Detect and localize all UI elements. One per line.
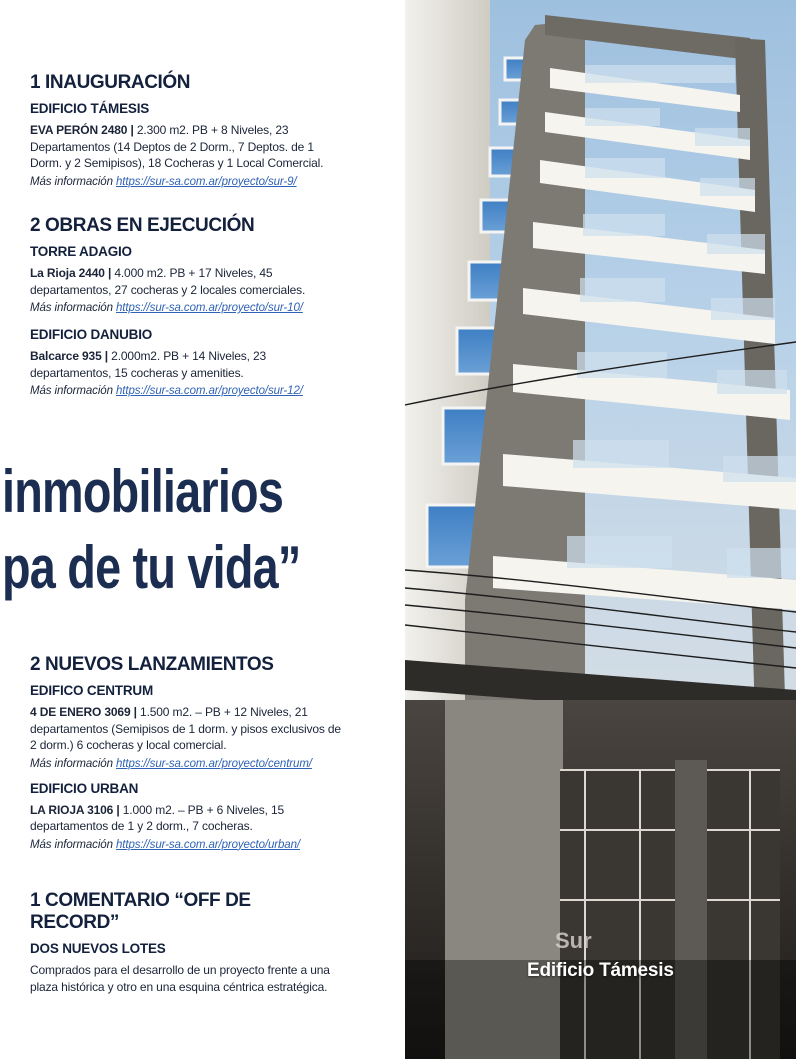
- section-obras: [30, 215, 342, 399]
- project-address: Balcarce 935 |: [30, 349, 108, 363]
- building-photo: [405, 0, 796, 1059]
- project-address: EVA PERÓN 2480 |: [30, 123, 134, 137]
- project-link[interactable]: https://sur-sa.com.ar/proyecto/centrum/: [115, 757, 312, 770]
- project-address: La Rioja 2440 |: [30, 266, 112, 280]
- more-info-label: Más información: [30, 175, 116, 188]
- more-info-label: Más información: [30, 302, 116, 314]
- project-description: [30, 122, 342, 172]
- project-details: 1.500 m2. – PB + 12 Niveles, 21 departamentos (Semipisos de 1 dorm. y pisos exclusivos de 2 dorm.) 6 cocheras y local comercial.: [30, 705, 341, 752]
- project-description: [30, 348, 342, 381]
- project-description: [30, 265, 342, 298]
- more-info: [30, 174, 342, 190]
- more-info: [30, 837, 342, 853]
- quote-line-1: inmobiliarios: [2, 458, 284, 525]
- quote-line-2: pa de tu vida”: [2, 534, 301, 601]
- photo-caption: Edificio Támesis: [527, 960, 674, 981]
- project-link[interactable]: https://sur-sa.com.ar/proyecto/sur-9/: [115, 175, 297, 188]
- sur-logo: Sur: [555, 928, 592, 953]
- project-details: 2.300 m2. PB + 8 Niveles, 23 Departamentos (14 Deptos de 2 Dorm., 7 Deptos. de 1 Dorm. y 2 Semipisos), 18 Cocheras y 1 Local Comercial.: [30, 123, 324, 170]
- section-lanzamientos: [30, 654, 342, 853]
- section-off-de-record: [30, 890, 342, 995]
- project-description: [30, 802, 342, 835]
- section-heading: 1 INAUGURACIÓN: [30, 72, 191, 93]
- project-details: 2.000m2. PB + 14 Niveles, 23 departamentos, 15 cocheras y amenities.: [30, 349, 267, 380]
- more-info: [30, 383, 342, 399]
- project-name: EDIFICIO URBAN: [30, 780, 139, 796]
- more-info-label: Más información: [30, 838, 116, 851]
- project-address: LA RIOJA 3106 |: [30, 802, 120, 817]
- more-info: [30, 756, 342, 772]
- project-details: 1.000 m2. – PB + 6 Niveles, 15 departamentos de 1 y 2 dorm., 7 cocheras.: [30, 802, 285, 833]
- project-name: EDIFICO CENTRUM: [30, 683, 153, 698]
- project-description: [30, 704, 342, 754]
- project-link[interactable]: https://sur-sa.com.ar/proyecto/urban/: [115, 838, 300, 851]
- project-name: TORRE ADAGIO: [30, 244, 132, 259]
- more-info: [30, 300, 342, 316]
- project-name: EDIFICIO TÁMESIS: [30, 101, 150, 116]
- more-info-label: Más información: [30, 757, 116, 770]
- project-details: 4.000 m2. PB + 17 Niveles, 45 departamentos, 27 cocheras y 2 locales comerciales.: [30, 266, 306, 297]
- building-illustration: [405, 0, 796, 1059]
- project-name: EDIFICIO DANUBIO: [30, 327, 153, 342]
- project-name: DOS NUEVOS LOTES: [30, 941, 166, 956]
- section-heading: 2 OBRAS EN EJECUCIÓN: [30, 215, 255, 236]
- project-link[interactable]: https://sur-sa.com.ar/proyecto/sur-12/: [115, 385, 303, 397]
- more-info-label: Más información: [30, 385, 116, 397]
- project-address: 4 DE ENERO 3069 |: [30, 705, 137, 719]
- section-heading: 1 COMENTARIO “OFF DE RECORD”: [30, 890, 251, 933]
- project-description: Comprados para el desarrollo de un proyecto frente a una plaza histórica y otro en una esquina céntrica estratégica.: [30, 963, 330, 994]
- section-inauguracion: [30, 72, 342, 190]
- section-heading: 2 NUEVOS LANZAMIENTOS: [30, 654, 274, 675]
- project-link[interactable]: https://sur-sa.com.ar/proyecto/sur-10/: [115, 302, 303, 314]
